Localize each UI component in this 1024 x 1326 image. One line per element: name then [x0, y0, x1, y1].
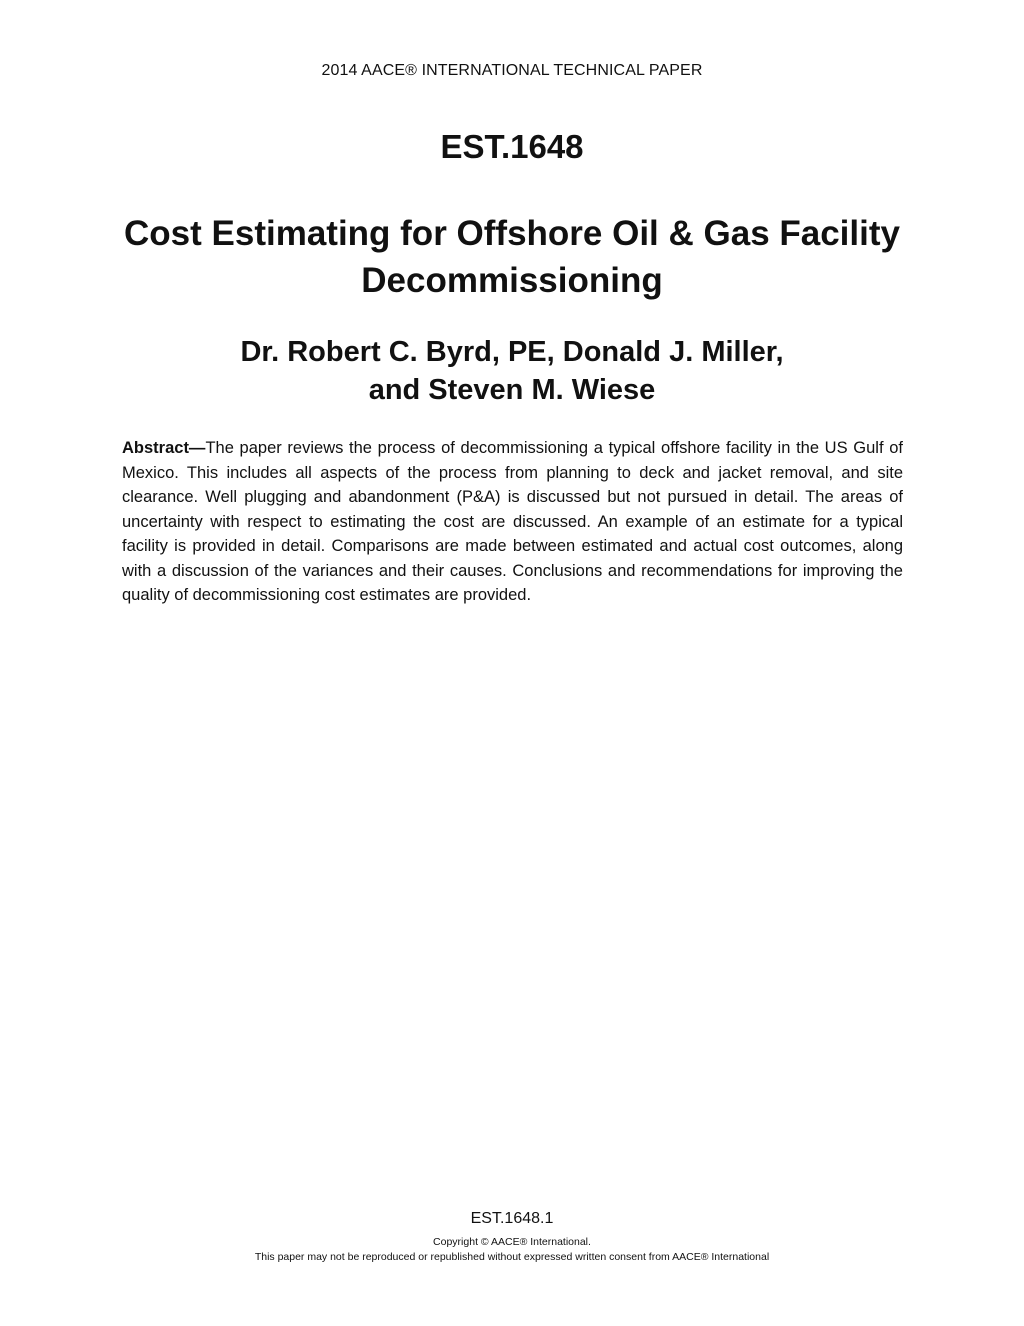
- author-line-1: Dr. Robert C. Byrd, PE, Donald J. Miller,: [240, 336, 784, 368]
- abstract-text: The paper reviews the process of decommissioning a typical offshore facility in the US Gulf of Mexico. This includes all aspects of the process from planning to deck and jacket removal, and site clearance. Well plugging and abandonment (P&A) is discussed but not pursued in detail. The areas of uncertainty with respect to estimating the cost are discussed. An example of an estimate for a typical facility is provided in detail. Comparisons are made between estimated and actual cost outcomes, along with a discussion of the variances and their causes. Conclusions and recommendations for improving the quality of decommissioning cost estimates are provided.: [122, 439, 903, 604]
- running-header: 2014 AACE® INTERNATIONAL TECHNICAL PAPER: [321, 62, 703, 79]
- page-code: EST.1648.1: [470, 1210, 554, 1227]
- reproduction-notice: This paper may not be reproduced or republished without expressed written consent from AACE® International: [254, 1251, 770, 1263]
- paper-title-line-2: Decommissioning: [361, 261, 663, 300]
- abstract-label: Abstract—: [122, 439, 206, 457]
- author-line-2: and Steven M. Wiese: [368, 374, 656, 406]
- paper-title-line-1: Cost Estimating for Offshore Oil & Gas Facility: [124, 214, 900, 253]
- paper-title: [100, 210, 924, 304]
- author-list: [100, 333, 924, 409]
- abstract: [122, 436, 903, 608]
- copyright-line: Copyright © AACE® International.: [433, 1236, 591, 1248]
- paper-code: EST.1648: [440, 128, 584, 165]
